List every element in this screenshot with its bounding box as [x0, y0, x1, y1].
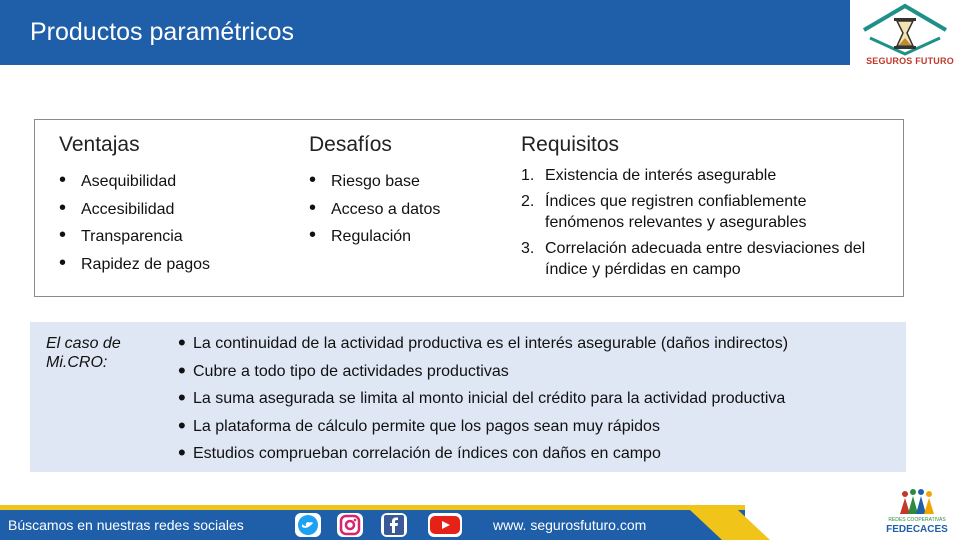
item-text: Correlación adecuada entre desviaciones del índice y pérdidas en campo: [545, 240, 866, 278]
website-link[interactable]: www. segurosfuturo.com: [493, 517, 647, 533]
instagram-icon[interactable]: [337, 513, 363, 537]
facebook-icon[interactable]: [381, 513, 407, 537]
page-title: Productos paramétricos: [30, 18, 295, 46]
item-number: 1.: [521, 167, 535, 184]
item-text: Existencia de interés asegurable: [545, 167, 777, 184]
summary-box: [34, 119, 904, 297]
case-label: El caso de Mi.CRO:: [46, 335, 121, 371]
footer-bar: [0, 510, 745, 540]
list-item: • La plataforma de cálculo permite que los pagos sean muy rápidos: [178, 414, 788, 442]
logo-brand-text: SEGUROS FUTURO: [866, 56, 954, 66]
list-item: • Asequibilidad: [59, 172, 210, 200]
list-item: • Acceso a datos: [309, 200, 440, 228]
ventajas-heading: Ventajas: [59, 133, 140, 156]
requisitos-heading: Requisitos: [521, 133, 620, 156]
list-item: • Estudios comprueban correlación de índices con daños en campo: [178, 441, 788, 469]
fedecaces-name: FEDECACES: [886, 524, 948, 535]
desafios-heading: Desafíos: [309, 133, 392, 156]
title-bar: [0, 0, 850, 65]
people-icon: [878, 488, 956, 518]
item-number: 2.: [521, 193, 535, 210]
requisitos-list: [521, 165, 881, 285]
list-item: [521, 191, 881, 233]
case-list: [178, 331, 788, 469]
hourglass-icon: [850, 0, 960, 56]
social-text: Búscamos en nuestras redes sociales: [8, 517, 244, 533]
desafios-list: [309, 172, 440, 255]
list-item: • Accesibilidad: [59, 200, 210, 228]
fedecaces-logo: [878, 488, 956, 540]
list-item: • Rapidez de pagos: [59, 255, 210, 283]
list-item: • Regulación: [309, 227, 440, 255]
seguros-futuro-logo: [850, 0, 960, 68]
list-item: [521, 165, 881, 186]
item-text: Índices que registren confiablemente fenómenos relevantes y asegurables: [545, 193, 807, 231]
list-item: • La continuidad de la actividad productiva es el interés asegurable (daños indirectos): [178, 331, 788, 359]
ventajas-list: [59, 172, 210, 282]
list-item: • Cubre a todo tipo de actividades productivas: [178, 359, 788, 387]
list-item: • Riesgo base: [309, 172, 440, 200]
list-item: • La suma asegurada se limita al monto inicial del crédito para la actividad productiva: [178, 386, 788, 414]
list-item: [521, 238, 881, 280]
list-item: • Transparencia: [59, 227, 210, 255]
twitter-icon[interactable]: [295, 513, 321, 537]
youtube-icon[interactable]: [428, 513, 462, 537]
fedecaces-tagline: REDES COOPERATIVAS: [888, 517, 946, 523]
item-number: 3.: [521, 240, 535, 257]
case-panel: [30, 322, 906, 472]
